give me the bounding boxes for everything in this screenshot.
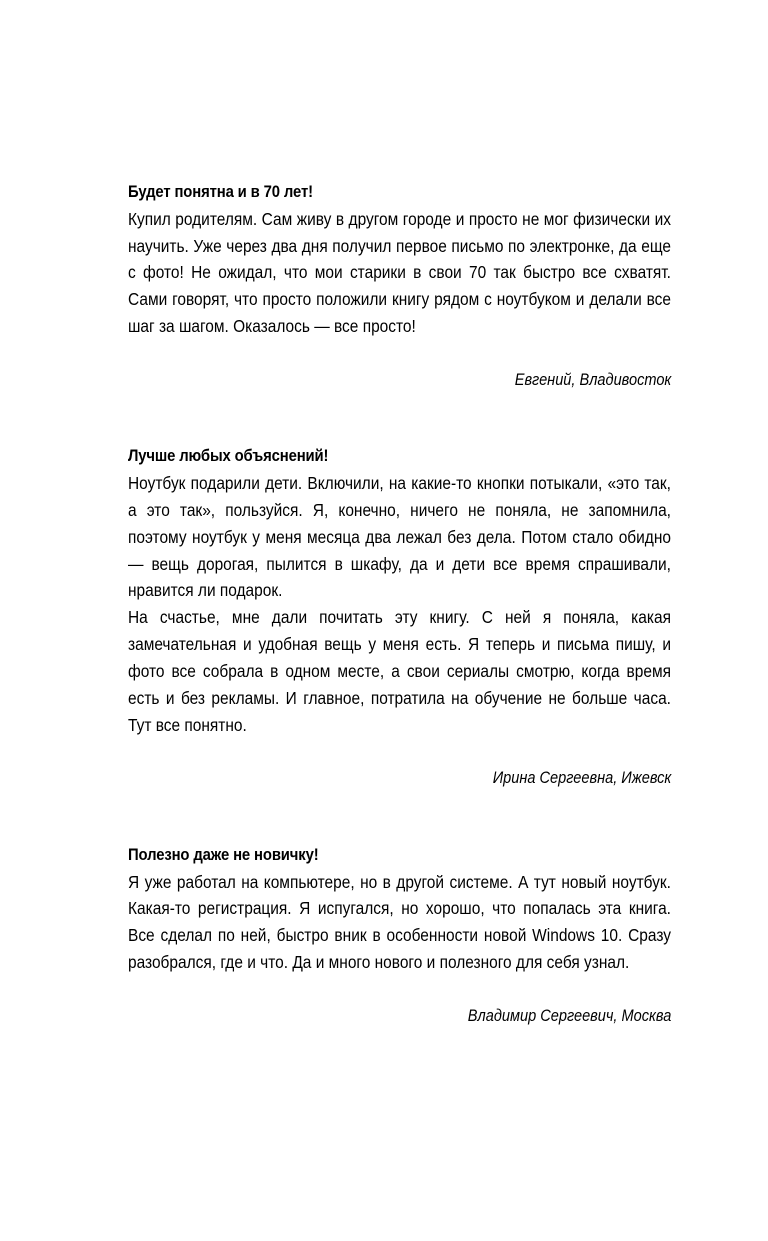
testimonials-container bbox=[128, 179, 671, 1029]
testimonial-heading: Полезно даже не новичку! bbox=[128, 844, 319, 864]
testimonial-signature: Владимир Сергеевич, Москва bbox=[467, 1006, 671, 1025]
testimonial-heading: Лучше любых объяснений! bbox=[128, 446, 329, 466]
testimonial-paragraph: Я уже работал на компьютере, но в другой системе. А тут новый ноутбук. Какая-то регистрация. Я испугался, но хорошо, что попалась эта книга. Все сделал по ней, быстро вник в особенности новой Windows 10. Сразу разобрался, где и что. Да и много нового и полезного для себя узнал. bbox=[128, 871, 671, 973]
testimonial-paragraph: Ноутбук подарили дети. Включили, на какие-то кнопки потыкали, «это так, а это так», пользуйся. Я, конечно, ничего не поняла, не запомнила, поэтому ноутбук у меня месяца два лежал без дела. Потом стало обидно — вещь дорогая, пылится в шкафу, да и дети все время спрашивали, нравится ли подарок. bbox=[128, 473, 671, 601]
testimonial-heading: Будет понятна и в 70 лет! bbox=[128, 182, 313, 201]
testimonial-signature: Евгений, Владивосток bbox=[514, 370, 671, 389]
testimonial-paragraph: На счастье, мне дали почитать эту книгу. С ней я поняла, какая замечательная и удобная вещь у меня есть. Я теперь и письма пишу, и фото все собрала в одном месте, а свои сериалы смотрю, когда время есть и без рекламы. И главное, потратила на обучение не больше часа. Тут все понятно. bbox=[128, 607, 671, 735]
testimonial-signature: Ирина Сергеевна, Ижевск bbox=[492, 769, 671, 788]
testimonial-paragraph: Купил родителям. Сам живу в другом городе и просто не мог физически их научить. Уже через два дня получил первое письмо по электронке, да еще с фото! Не ожидал, что мои старики в свои 70 так быстро все схватят. Сами говорят, что просто положили книгу рядом с ноутбуком и делали все шаг за шагом. Оказалось — все просто! bbox=[128, 208, 671, 337]
testimonial-block bbox=[128, 179, 671, 393]
testimonial-block bbox=[128, 443, 671, 792]
testimonial-block bbox=[128, 842, 671, 1029]
